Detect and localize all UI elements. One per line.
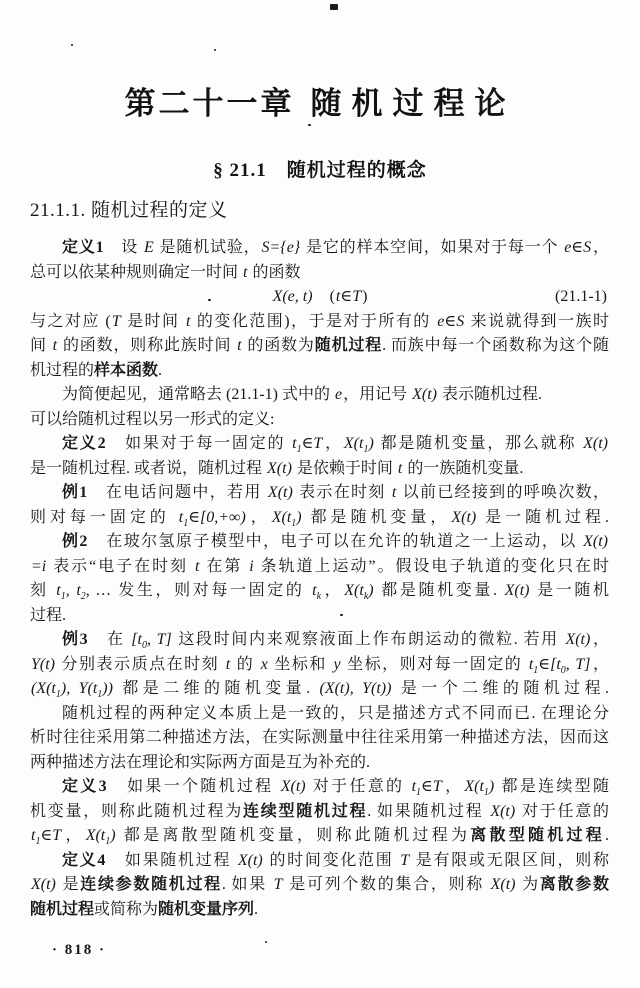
text-line: 例2 在玻尔氢原子模型中，电子可以在允许的轨道之一上运动，以 X(t)	[62, 533, 608, 550]
text-line: X(t) 是连续参数随机过程. 如果 T 是可列个数的集合，则称 X(t) 为离散参数	[31, 876, 609, 893]
text-line: 总可以依某种规则确定一时间 t 的函数	[30, 263, 301, 281]
text-line: 定义4 如果随机过程 X(t) 的时间变化范围 T 是有限或无限区间，则称	[62, 851, 609, 869]
text-line: 析时往往采用第二种描述方法，在实际测量中往往采用第一种描述方法，因而这	[30, 729, 609, 746]
text-line: 机过程的样本函数.	[30, 361, 163, 379]
text-line: 定义3 如果一个随机过程 X(t) 对于任意的 $t_1\in T$，$X(t_1)$ 都是连续型随	[62, 778, 609, 799]
text-line: 随机过程的两种定义本质上是一致的，只是描述方式不同而已. 在理论分	[62, 704, 609, 722]
text-line: 为简便起见，通常略去 (21.1-1) 式中的 e，用记号 X(t) 表示随机过程.	[62, 386, 543, 403]
ink-speck	[208, 299, 211, 301]
text-line: Y(t) 分别表示质点在时刻 t 的 x 坐标和 y 坐标，则对每一固定的 $t_1\in[t_0$, T]，	[31, 655, 609, 676]
text-line: 过程.	[30, 606, 67, 624]
text-line: 可以给随机过程以另一形式的定义:	[30, 410, 275, 428]
text-line: 随机过程或简称为随机变量序列.	[30, 900, 259, 918]
body-text	[30, 236, 609, 922]
subsection-title: 21.1.1. 随机过程的定义	[30, 200, 228, 221]
equation-number: (21.1-1)	[555, 288, 607, 305]
text-line: 刻 $t_1$, $t_2$, … 发生，则对每一固定的 $t_k$，$X(t_k)$ 都是随机变量. X(t) 是一随机	[30, 582, 609, 603]
text-line: 两种描述方法在理论和实际两方面是互为补充的.	[30, 753, 371, 771]
text-line: $t_1\in T$，$X(t_1)$ 都是离散型随机变量，则称此随机过程为离散型随机过程.	[31, 827, 609, 848]
ink-speck	[71, 44, 73, 46]
text-line: 例1 在电话问题中，若用 X(t) 表示在时刻 t 以前已经接到的呼唤次数，	[62, 484, 609, 501]
text-line: 机变量，则称此随机过程为连续型随机过程. 如果随机过程 X(t) 对于任意的	[30, 802, 609, 820]
page-number: · 818 ·	[52, 942, 107, 958]
text-line: ($X(t_1)$, $Y(t_1)$) 都是二维的随机变量. (X(t), Y(t)) 是一个二维的随机过程.	[31, 680, 609, 701]
text-line: 与之对应 (T 是时间 t 的变化范围)，于是对于所有的 e∈S 来说就得到一族时	[30, 312, 609, 330]
text-line: =i 表示“电子在时刻 t 在第 i 条轨道上运动”。假设电子轨道的变化只在时	[31, 557, 609, 575]
text-line: 是一随机过程. 或者说，随机过程 X(t) 是依赖于时间 t 的一族随机变量.	[30, 459, 524, 477]
formula-line	[30, 285, 609, 310]
chapter-number: 第二十一章	[124, 86, 295, 121]
chapter-title	[0, 78, 640, 123]
text-line: 例3 在 [$t_0$, T] 这段时间内来观察液面上作布朗运动的微粒. 若用 X(t)，	[62, 631, 609, 652]
text-line: 间 t 的函数，则称此族时间 t 的函数为随机过程. 而族中每一个函数称为这个随	[30, 337, 609, 354]
chapter-name: 随机过程论	[310, 86, 516, 121]
text-line: 则对每一固定的 $t_1\in[0,+\infty)$，$X(t_1)$ 都是随机变量，X(t) 是一随机过程.	[30, 508, 609, 529]
section-title: § 21.1 随机过程的概念	[213, 160, 427, 181]
ink-speck	[265, 941, 267, 943]
text-line: 定义2 如果对于每一固定的 $t_1\in T$，$X(t_1)$ 都是随机变量，那么就称 X(t)	[62, 435, 608, 456]
ink-speck	[330, 4, 338, 10]
ink-speck	[308, 124, 311, 126]
ink-speck	[340, 614, 343, 616]
formula-expression: X(e, t) (t∈T)	[272, 288, 368, 305]
ink-speck	[214, 49, 216, 51]
text-line: 定义1 设 E 是随机试验，S={e} 是它的样本空间，如果对于每一个 e∈S，	[62, 239, 609, 256]
